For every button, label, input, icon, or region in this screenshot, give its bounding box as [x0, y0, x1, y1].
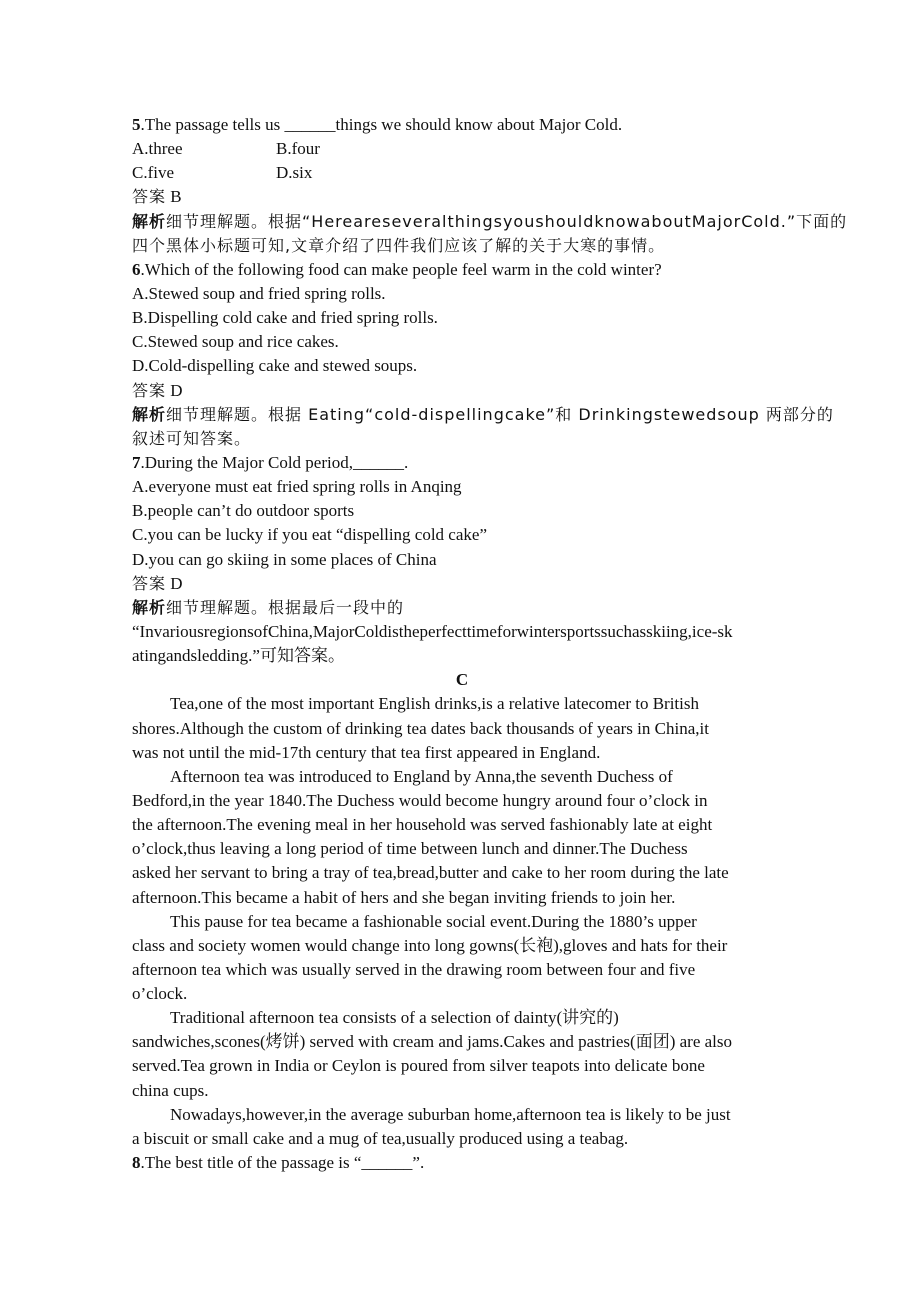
line-text: 叙述可知答案。 — [132, 428, 252, 448]
line-text: Nowadays,however,in the average suburban home,afternoon tea is likely to be just — [170, 1104, 731, 1124]
line-text: D — [166, 380, 183, 400]
line-text: atingandsledding.”可知答案。 — [132, 646, 345, 666]
question-line — [132, 113, 792, 137]
text-line — [132, 523, 792, 547]
text-line — [132, 741, 792, 765]
line-text: C.Stewed soup and rice cakes. — [132, 332, 339, 352]
answer-line — [132, 379, 792, 403]
question-number: 8 — [132, 1153, 141, 1173]
line-text: 细节理解题。根据最后一段中的 — [166, 597, 405, 617]
line-text: o’clock. — [132, 984, 188, 1004]
text-line — [132, 354, 792, 378]
text-line — [132, 330, 792, 354]
text-line — [132, 234, 792, 258]
text-line — [132, 1006, 792, 1030]
text-line — [132, 886, 792, 910]
answer-label: 解析 — [132, 211, 167, 231]
line-text: sandwiches,scones(烤饼) served with cream and jams.Cakes and pastries(面团) are also — [132, 1032, 733, 1052]
line-text: D.Cold-dispelling cake and stewed soups. — [132, 356, 418, 376]
line-text: Tea,one of the most important English drinks,is a relative latecomer to British — [170, 694, 699, 714]
text-line — [132, 1103, 792, 1127]
line-text: 四个黑体小标题可知,文章介绍了四件我们应该了解的关于大寒的事情。 — [132, 235, 666, 255]
text-line — [132, 475, 792, 499]
line-text: D — [166, 573, 183, 593]
text-line — [132, 306, 792, 330]
text-line — [132, 161, 792, 185]
line-text: .The passage tells us ______things we should know about Major Cold. — [140, 115, 623, 134]
line-text: afternoon.This became a habit of hers and she began inviting friends to join her. — [132, 887, 676, 907]
answer-label: 解析 — [132, 597, 167, 617]
option-text: A.three — [132, 139, 183, 159]
text-line — [132, 765, 792, 789]
text-line — [132, 789, 792, 813]
line-text: 细节理解题。根据 Eating“cold-dispellingcake”和 Drinkingstewedsoup 两部分的 — [166, 404, 834, 424]
text-line — [132, 692, 792, 716]
section-heading — [132, 668, 792, 692]
line-text: Bedford,in the year 1840.The Duchess would become hungry around four o’clock in — [132, 790, 708, 810]
line-text: A.Stewed soup and fried spring rolls. — [132, 283, 386, 303]
question-number: 5 — [132, 115, 141, 134]
line-text: Afternoon tea was introduced to England by Anna,the seventh Duchess of — [170, 766, 673, 786]
line-text: was not until the mid-17th century that tea first appeared in England. — [132, 742, 601, 762]
text-line — [132, 644, 792, 668]
text-line — [132, 137, 792, 161]
line-text: C — [455, 670, 469, 690]
line-text: D.you can go skiing in some places of China — [132, 549, 437, 569]
option-text: B.four — [276, 139, 320, 159]
line-text: a biscuit or small cake and a mug of tea,usually produced using a teabag. — [132, 1128, 629, 1148]
line-text: served.Tea grown in India or Ceylon is poured from silver teapots into delicate bone — [132, 1056, 705, 1076]
line-text: A.everyone must eat fried spring rolls in Anqing — [132, 477, 462, 497]
line-text: .During the Major Cold period,______. — [140, 452, 409, 472]
answer-label: 答案 — [132, 573, 167, 593]
text-line — [132, 861, 792, 885]
line-text: This pause for tea became a fashionable social event.During the 1880’s upper — [170, 911, 697, 931]
line-text: B — [166, 187, 182, 207]
text-line — [132, 548, 792, 572]
question-line — [132, 1151, 792, 1175]
option-text: D.six — [276, 163, 313, 183]
text-line — [132, 934, 792, 958]
answer-line — [132, 185, 792, 209]
line-text: B.Dispelling cold cake and fried spring rolls. — [132, 308, 438, 328]
answer-line — [132, 403, 834, 427]
line-text: o’clock,thus leaving a long period of time between lunch and dinner.The Duchess — [132, 839, 688, 859]
answer-label: 答案 — [132, 380, 167, 400]
line-text: asked her servant to bring a tray of tea,bread,butter and cake to her room during the late — [132, 863, 729, 883]
text-line — [132, 837, 792, 861]
question-number: 6 — [132, 259, 141, 279]
answer-line — [132, 210, 848, 234]
text-line — [132, 1030, 792, 1054]
document-page — [132, 113, 848, 1175]
line-text: china cups. — [132, 1080, 209, 1100]
text-line — [132, 910, 792, 934]
answer-line — [132, 572, 792, 596]
line-text: afternoon tea which was usually served in the drawing room between four and five — [132, 959, 696, 979]
line-text: .Which of the following food can make people feel warm in the cold winter? — [140, 259, 662, 279]
text-line — [132, 982, 792, 1006]
line-text: class and society women would change into long gowns(长袍),gloves and hats for their — [132, 935, 728, 955]
text-line — [132, 499, 792, 523]
answer-line — [132, 596, 792, 620]
question-line — [132, 451, 792, 475]
answer-label: 解析 — [132, 404, 167, 424]
line-text: “InvariousregionsofChina,MajorColdistheperfecttimeforwintersportssuchasskiing,ice-sk — [132, 621, 733, 641]
answer-label: 答案 — [132, 187, 167, 207]
text-line — [132, 1054, 792, 1078]
line-text: .The best title of the passage is “______”. — [140, 1153, 425, 1173]
text-line — [132, 620, 792, 644]
question-number: 7 — [132, 452, 141, 472]
question-line — [132, 258, 792, 282]
text-line — [132, 1127, 792, 1151]
line-text: the afternoon.The evening meal in her household was served fashionably late at eight — [132, 815, 713, 835]
text-line — [132, 427, 792, 451]
line-text: Traditional afternoon tea consists of a selection of dainty(讲究的) — [170, 1008, 619, 1028]
text-line — [132, 813, 792, 837]
line-text: shores.Although the custom of drinking tea dates back thousands of years in China,it — [132, 718, 709, 738]
option-text: C.five — [132, 163, 175, 183]
text-line — [132, 958, 792, 982]
line-text: 细节理解题。根据“HereareseveralthingsyoushouldknowaboutMajorCold.”下面的 — [166, 211, 848, 231]
line-text: C.you can be lucky if you eat “dispelling cold cake” — [132, 525, 487, 545]
line-text: B.people can’t do outdoor sports — [132, 501, 355, 521]
text-line — [132, 717, 792, 741]
text-line — [132, 282, 792, 306]
text-line — [132, 1079, 792, 1103]
